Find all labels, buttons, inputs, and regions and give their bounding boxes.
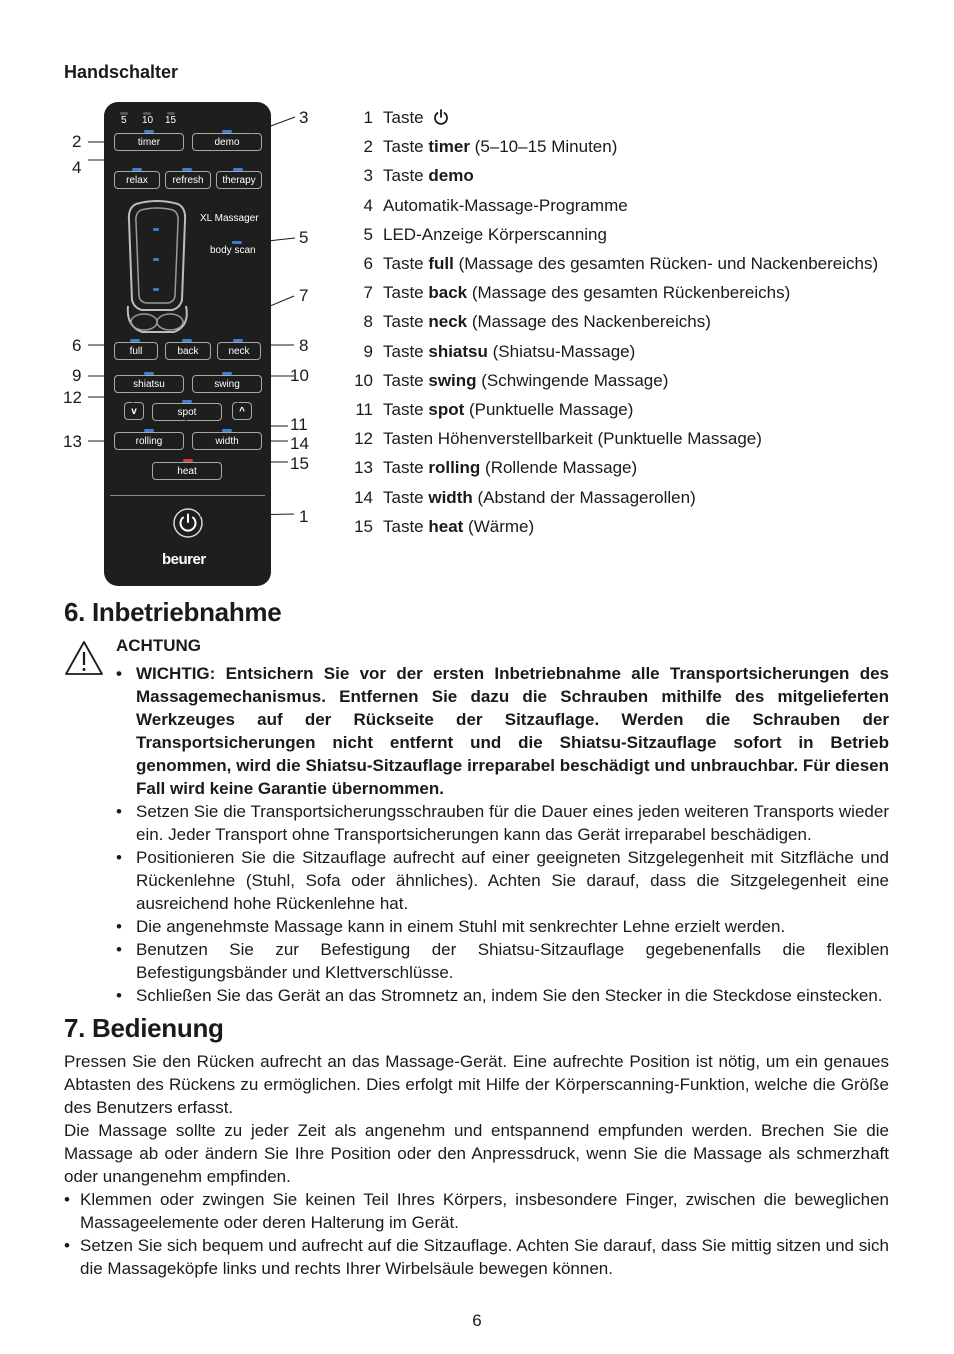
callout-4: 4 bbox=[72, 158, 82, 177]
section-6-bullets bbox=[116, 662, 889, 1007]
callout-11: 11 bbox=[290, 415, 308, 434]
section-7-title: 7. Bedienung bbox=[64, 1013, 224, 1043]
legend-number: 11 bbox=[355, 400, 373, 419]
legend-text: Taste bbox=[383, 516, 429, 536]
legend-text: Taste bbox=[383, 166, 429, 186]
list-item: • Klemmen oder zwingen Sie keinen Teil Ihres Körpers, insbesondere Finger, zwischen die beweglichen Massageelemente oder deren Halterung im Gerät. bbox=[64, 1188, 889, 1234]
legend-item-7 bbox=[345, 281, 790, 305]
legend-description: (Rollende Massage) bbox=[480, 458, 638, 478]
callout-15: 15 bbox=[290, 454, 309, 473]
legend-description: (Schwingende Massage) bbox=[476, 370, 669, 390]
legend-item-8 bbox=[345, 310, 711, 334]
achtung-label: ACHTUNG bbox=[116, 636, 201, 655]
legend-button-name: swing bbox=[428, 370, 477, 390]
height-down-button[interactable]: v bbox=[124, 402, 144, 420]
callout-7: 7 bbox=[299, 286, 309, 305]
handschalter-title: Handschalter bbox=[64, 62, 179, 82]
legend-item-5 bbox=[345, 223, 607, 247]
timer-button[interactable]: timer bbox=[114, 133, 184, 151]
legend-number: 10 bbox=[354, 370, 373, 390]
legend-item-9 bbox=[345, 340, 635, 364]
legend-item-14 bbox=[345, 486, 696, 510]
callout-10: 10 bbox=[290, 366, 309, 385]
legend-description: (Wärme) bbox=[463, 516, 535, 536]
legend-item-13 bbox=[345, 456, 637, 480]
callout-3: 3 bbox=[299, 108, 309, 127]
legend-item-2 bbox=[345, 135, 617, 159]
timer-value-15: 15 bbox=[165, 115, 177, 126]
rolling-button[interactable]: rolling bbox=[114, 432, 184, 450]
timer-value-10: 10 bbox=[142, 115, 154, 126]
height-up-button[interactable]: ^ bbox=[232, 402, 252, 420]
legend-button-name: full bbox=[428, 254, 454, 273]
section-6-title: 6. Inbetriebnahme bbox=[64, 597, 282, 627]
legend-number: 13 bbox=[354, 458, 373, 478]
legend-number: 2 bbox=[363, 137, 373, 157]
list-item: • WICHTIG: Entsichern Sie vor der ersten Inbetriebnahme alle Transportsicherungen des Massagemechanismus. Entfernen Sie dazu die Schrauben mithilfe des mitgelieferten Werkzeuges auf der Rückseite der Sitzauflage. Werden die Schrauben der Transportsicherungen nicht entfernt und die Shiatsu-Sitzauflage sofort in Betrieb genommen, wird die Shiatsu-Sitzauflage irreparabel beschädigt und unbrauchbar. Für diesen Fall wird keine Garantie übernommen. bbox=[116, 662, 889, 800]
legend-item-6 bbox=[345, 252, 878, 276]
legend-text: Taste bbox=[383, 341, 429, 361]
legend-description: (Massage des gesamten Rücken- und Nackenbereichs) bbox=[453, 254, 879, 273]
callout-9: 9 bbox=[72, 366, 82, 385]
legend-button-name: width bbox=[428, 487, 473, 507]
legend-text: Automatik-Massage-Programme bbox=[383, 195, 628, 215]
legend-text: Taste bbox=[383, 137, 429, 157]
legend-text: Taste bbox=[383, 400, 429, 419]
legend-description: (5–10–15 Minuten) bbox=[469, 137, 618, 157]
legend-number: 15 bbox=[354, 516, 373, 536]
legend-description: (Punktuelle Massage) bbox=[464, 400, 634, 419]
demo-button[interactable]: demo bbox=[192, 133, 262, 151]
legend-number: 12 bbox=[354, 429, 373, 449]
page-number: 6 bbox=[472, 1311, 482, 1330]
callout-2: 2 bbox=[72, 132, 82, 151]
legend-number: 14 bbox=[354, 487, 373, 507]
legend-text: Taste bbox=[383, 458, 429, 478]
legend-button-name: demo bbox=[428, 166, 474, 186]
legend-number: 6 bbox=[363, 254, 373, 273]
callout-14: 14 bbox=[290, 434, 309, 453]
legend-item-11 bbox=[345, 398, 633, 422]
neck-button[interactable]: neck bbox=[217, 342, 261, 360]
therapy-button[interactable]: therapy bbox=[216, 171, 262, 189]
legend-item-12 bbox=[345, 427, 762, 451]
shiatsu-button[interactable]: shiatsu bbox=[114, 375, 184, 393]
legend-button-name: timer bbox=[428, 137, 470, 157]
xl-massager-label: XL Massager bbox=[200, 213, 259, 224]
legend-item-3 bbox=[345, 164, 474, 188]
list-item: • Setzen Sie die Transportsicherungsschrauben für die Dauer eines jeden weiteren Transports wieder ein. Jeder Transport ohne Transportsicherungen kann das Gerät irreparabel beschädigen. bbox=[116, 800, 889, 846]
callout-8: 8 bbox=[299, 336, 309, 355]
legend-item-15 bbox=[345, 515, 534, 539]
heat-button[interactable]: heat bbox=[152, 462, 222, 480]
legend-text: Taste bbox=[383, 254, 429, 273]
full-button[interactable]: full bbox=[114, 342, 158, 360]
legend-description: (Massage des Nackenbereichs) bbox=[467, 312, 711, 332]
legend-number: 3 bbox=[363, 166, 373, 186]
back-button[interactable]: back bbox=[165, 342, 211, 360]
section-7-bullets bbox=[64, 1188, 889, 1280]
legend-button-name: shiatsu bbox=[428, 341, 488, 361]
list-item: • Die angenehmste Massage kann in einem Stuhl mit senkrechter Lehne erzielt werden. bbox=[116, 915, 889, 938]
legend-button-name: neck bbox=[428, 312, 468, 332]
legend-description: (Massage des gesamten Rückenbereichs) bbox=[467, 283, 791, 303]
spot-button[interactable]: spot bbox=[152, 403, 222, 421]
legend-text: Taste bbox=[383, 108, 429, 127]
legend-item-4 bbox=[345, 194, 628, 218]
legend-text: LED-Anzeige Körperscanning bbox=[383, 224, 607, 244]
timer-value-5: 5 bbox=[121, 115, 127, 126]
legend-button-name: rolling bbox=[428, 458, 481, 478]
legend-number: 8 bbox=[363, 312, 373, 332]
callout-6: 6 bbox=[72, 336, 82, 355]
paragraph: Pressen Sie den Rücken aufrecht an das Massage-Gerät. Eine aufrechte Position ist nötig, um ein genaues Abtasten des Rückens zu ermöglichen. Dies erfolgt mit Hilfe der Körperscanning-Funktion, welche die Größe des Benutzers erfasst. bbox=[64, 1052, 889, 1117]
callout-5: 5 bbox=[299, 228, 309, 247]
section-7-body bbox=[64, 1050, 889, 1280]
legend-text: Taste bbox=[383, 370, 429, 390]
legend-text: Taste bbox=[383, 487, 429, 507]
paragraph: Die Massage sollte zu jeder Zeit als angenehm und entspannend empfunden werden. Brechen Sie die Massage ab oder ändern Sie Ihre Position oder den Anpressdruck, wenn Sie die Massage als schmerzhaft oder unangenehm empfinden. bbox=[64, 1121, 889, 1186]
legend-item-1 bbox=[345, 106, 450, 130]
relax-button[interactable]: relax bbox=[114, 171, 160, 189]
power-icon bbox=[432, 108, 450, 126]
legend-button-name: spot bbox=[428, 400, 465, 419]
swing-button[interactable]: swing bbox=[192, 375, 262, 393]
legend-number: 7 bbox=[363, 283, 373, 303]
legend-text: Taste bbox=[383, 283, 429, 303]
legend-button-name: back bbox=[428, 283, 468, 303]
width-button[interactable]: width bbox=[192, 432, 262, 450]
legend-number: 1 bbox=[363, 108, 373, 127]
legend-text: Tasten Höhenverstellbarkeit (Punktuelle Massage) bbox=[383, 429, 762, 449]
warning-icon bbox=[64, 640, 104, 676]
callout-1: 1 bbox=[299, 507, 309, 526]
body-scan-label: body scan bbox=[210, 245, 256, 256]
legend-button-name: heat bbox=[428, 516, 464, 536]
legend-text: Taste bbox=[383, 312, 429, 332]
legend-number: 5 bbox=[363, 224, 373, 244]
callout-12: 12 bbox=[63, 388, 82, 407]
list-item: • Setzen Sie sich bequem und aufrecht auf die Sitzauflage. Achten Sie darauf, dass Sie mittig sitzen und sich die Massageköpfe links und rechts Ihrer Wirbelsäule bewegen können. bbox=[64, 1234, 889, 1280]
beurer-logo: beurer bbox=[162, 551, 206, 568]
legend-number: 4 bbox=[363, 195, 373, 215]
list-item: • Schließen Sie das Gerät an das Stromnetz an, indem Sie den Stecker in die Steckdose einstecken. bbox=[116, 984, 889, 1007]
legend-description: (Shiatsu-Massage) bbox=[487, 341, 636, 361]
refresh-button[interactable]: refresh bbox=[165, 171, 211, 189]
legend-description: (Abstand der Massagerollen) bbox=[472, 487, 696, 507]
callout-13: 13 bbox=[63, 432, 82, 451]
list-item: • Benutzen Sie zur Befestigung der Shiatsu-Sitzauflage gegebenenfalls die flexiblen Befestigungsbänder und Klettverschlüsse. bbox=[116, 938, 889, 984]
list-item: • Positionieren Sie die Sitzauflage aufrecht auf einer geeigneten Sitzgelegenheit mit Sitzfläche und Rückenlehne (Stuhl, Sofa oder ähnliches). Achten Sie darauf, dass die Sitzgelegenheit eine ausreichend hohe Rückenlehne hat. bbox=[116, 846, 889, 915]
legend-item-10 bbox=[345, 369, 668, 393]
legend-number: 9 bbox=[363, 341, 373, 361]
